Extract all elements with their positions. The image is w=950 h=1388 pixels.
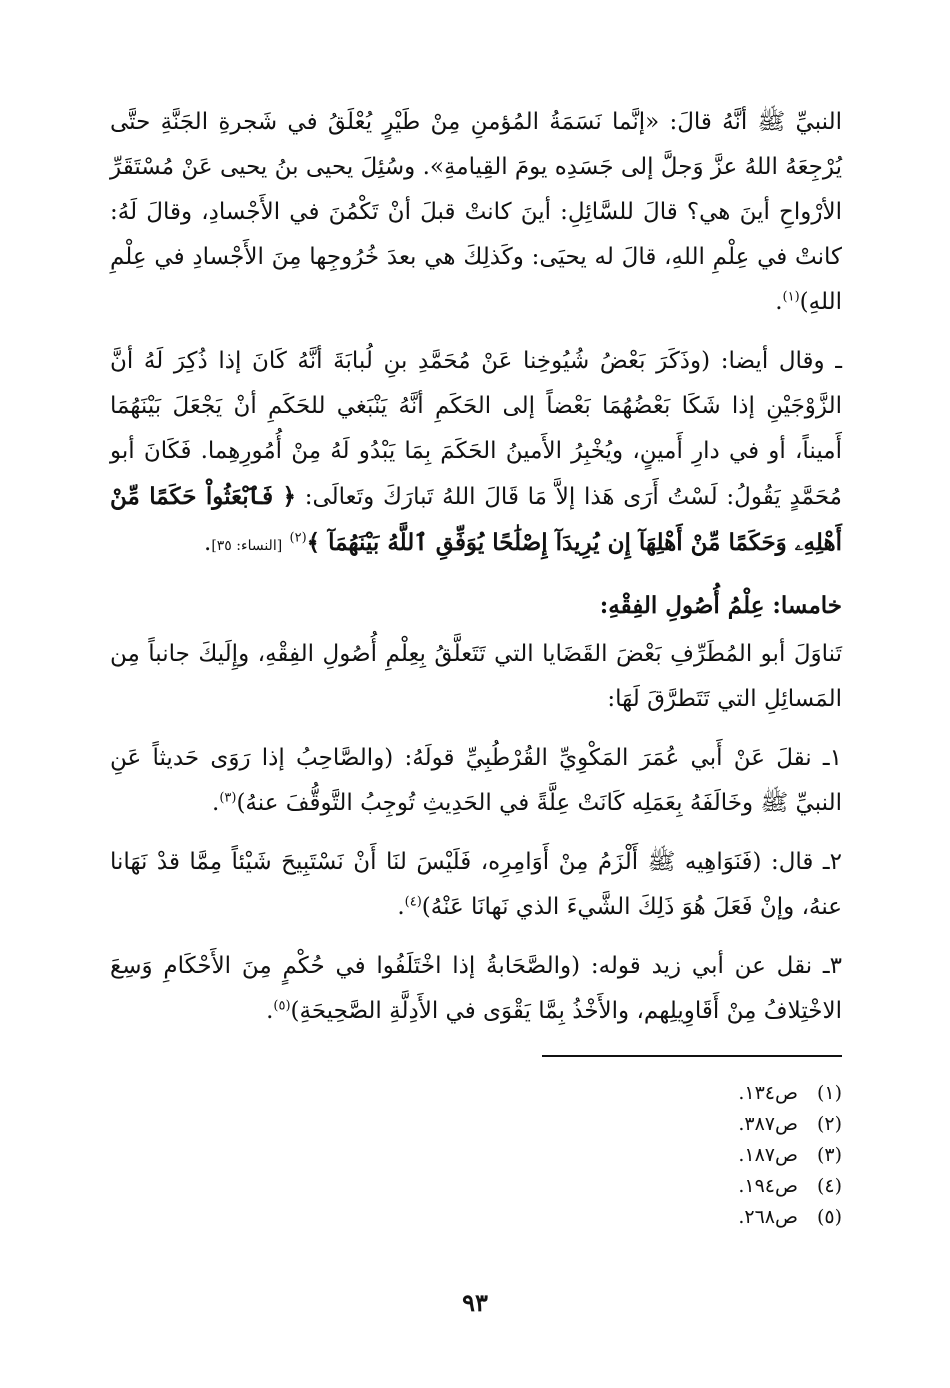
page-body — [110, 100, 842, 1048]
footnote-divider — [542, 1055, 842, 1057]
paragraph-1 — [110, 100, 842, 325]
footnote-ref-2[interactable]: (٢) — [289, 530, 307, 546]
footnote-number: (٢) — [816, 1113, 842, 1135]
section-heading: خامسا: عِلْمُ أُصُولِ الفِقْهِ: — [599, 592, 842, 619]
footnote-text: ص١٣٤. — [738, 1082, 798, 1104]
footnote-4 — [542, 1171, 842, 1202]
paragraph-1-end: . — [775, 289, 783, 315]
footnote-1 — [542, 1078, 842, 1109]
footnote-number: (٤) — [816, 1175, 842, 1197]
list-item-2 — [110, 840, 842, 930]
list-item-3-end: . — [266, 998, 274, 1024]
paragraph-2-text: ـ وقال أيضا: (وذَكَرَ بَعْضُ شُيُوخِنا عَنْ مُحَمَّدِ بنِ لُبابَةَ أنَّهُ كَانَ إذا ذُكِرَ لَهُ أنَّ الزَّوْجَيْنِ إذا شَكَا بَعْضُهُمَا بَعْضاً إلى الحَكَمِ أنَّهُ يَنْبَغي للحَكَمِ أنْ يَجْعَلَ بَيْنَهُمَا أَميناً، أو في دارِ أَمينٍ، ويُخْبِرُ الأَمينُ الحَكَمَ بِمَا يَبْدُو لَهُ مِنْ أُمُورِهِما. فَكَانَ أبو مُحَمَّدٍ يَقُولُ: لَسْتُ أَرَى هَذا إلاَّ مَا قَالَ اللهُ تَبارَكَ وتَعالَى: — [110, 348, 843, 510]
footnote-number: (١) — [816, 1082, 842, 1104]
footnote-ref-4[interactable]: (٤) — [404, 894, 422, 910]
quran-verse: ﴿ فَٱبْعَثُواْ حَكَمًا مِّنْ أَهْلِهِۦ وَحَكَمًا مِّنْ أَهْلِهَآ إِن يُرِيدَآ إِصْلَٰحًا يُوَفِّقِ ٱللَّهُ بَيْنَهُمَآ ﴾ — [110, 483, 842, 556]
intro-paragraph: تَناوَلَ أبو المُطَرِّفِ بَعْضَ القَضَايا التي تَتَعلَّقُ بِعِلْمِ أُصُولِ الفِقْهِ، وإِلَيكَ جانباً مِن المَسائِلِ التي تَتَطرَّقَ لَهَا: — [110, 641, 842, 712]
footnote-text: ص٣٨٧. — [738, 1113, 798, 1135]
list-item-3-text: ٣ـ نقل عن أبي زيد قوله: (والصَّحَابةُ إذا اخْتَلَفُوا في حُكْمٍ مِنَ الأَحْكَامِ وَسِعَ الاخْتِلافُ مِنْ أَقَاوِيلِهم، والأَخْذُ بِمَّا يَقْوَى في الأَدِلَّةِ الصَّحِيحَةِ) — [110, 953, 842, 1024]
footnote-5 — [542, 1202, 842, 1233]
footnote-number: (٥) — [816, 1206, 842, 1228]
list-item-1-text: ١ـ نقلَ عَنْ أَبي عُمَرَ المَكْوِيِّ القُرْطُبِيِّ قولَهُ: (والصَّاحِبُ إذا رَوَى حَديثاً عَنِ النبيِّ ﷺ وخَالَفَهُ بِعَمَلِه كَانَتْ عِلَّةً في الحَدِيثِ تُوجِبُ التَّوقُّفَ عنهُ) — [110, 745, 842, 816]
paragraph-2-end: . — [204, 530, 212, 556]
footnote-2 — [542, 1109, 842, 1140]
footnote-text: ص٢٦٨. — [738, 1206, 798, 1228]
footnote-number: (٣) — [816, 1144, 842, 1166]
footnote-text: ص١٨٧. — [738, 1144, 798, 1166]
paragraph-2 — [110, 339, 842, 569]
list-item-2-end: . — [397, 894, 405, 920]
list-item-2-text: ٢ـ قال: (فَنَوَاهِيه ﷺ أَلْزَمُ مِنْ أَوَامِرِه، فَلَيْسَ لنَا أَنْ نَسْتَبِيحَ شَيْئاً مِمَّا قدْ نَهَانا عنهُ، وإنْ فَعَلَ هُوَ ذَلِكَ الشَّيءَ الذي نَهانَا عَنْهُ) — [110, 849, 842, 920]
quran-reference: [النساء: ٣٥] — [211, 538, 283, 554]
footnote-ref-3[interactable]: (٣) — [219, 790, 237, 806]
list-item-1 — [110, 736, 842, 826]
footnote-ref-1[interactable]: (١) — [782, 289, 800, 305]
list-item-3 — [110, 944, 842, 1034]
footnote-3 — [542, 1140, 842, 1171]
list-item-1-end: . — [212, 790, 220, 816]
footnotes — [542, 1078, 842, 1233]
page-number: ٩٣ — [462, 1288, 488, 1317]
footnote-ref-5[interactable]: (٥) — [273, 998, 291, 1014]
footnote-text: ص١٩٤. — [738, 1175, 798, 1197]
paragraph-1-text: النبيِّ ﷺ أنَّهُ قالَ: «إنَّما نَسَمَةُ المُؤمنِ مِنْ طَيْرٍ يُعْلَقُ في شَجرةِ الجَنَّةِ حتَّى يُرْجِعَهُ اللهُ عزَّ وَجلَّ إلى جَسَدِه يومَ القِيامةِ». وسُئِلَ يحيى بنُ يحيى عَنْ مُسْتَقَرِّ الأرْواحِ أينَ هي؟ قالَ للسَّائِلِ: أينَ كانتْ قبلَ أنْ تَكْمُنَ في الأَجْسادِ، وقالَ لَهُ: كانتْ في عِلْمِ اللهِ، قالَ له يحيَى: وكَذلِكَ هي بعدَ خُرُوجِها مِنَ الأَجْسادِ في عِلْمِ اللهِ) — [110, 109, 842, 315]
